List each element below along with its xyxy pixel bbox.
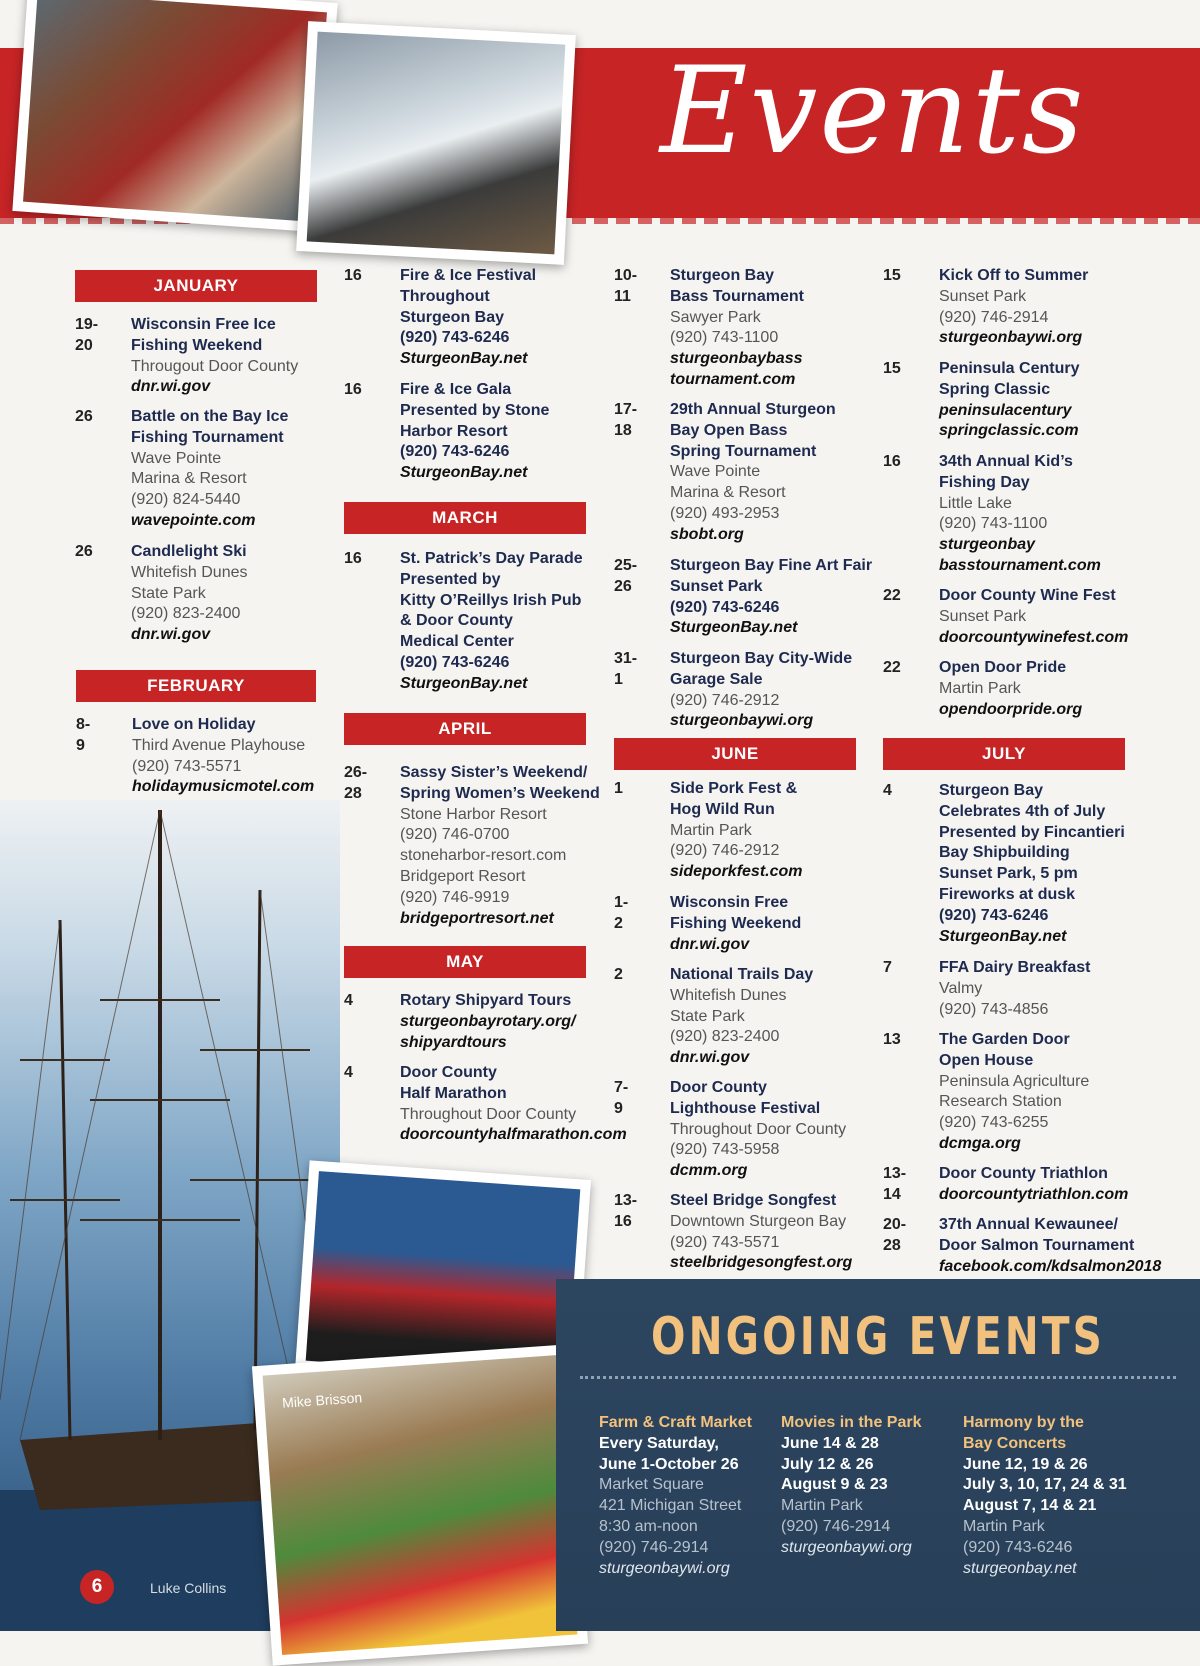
event-phone: (920) 746-0700 bbox=[400, 826, 510, 844]
event-title: Fire & Ice Gala bbox=[400, 381, 512, 398]
event-website[interactable]: SturgeonBay.net bbox=[400, 464, 528, 482]
event-date: 20-28 bbox=[883, 1216, 907, 1254]
event-date: 4 bbox=[883, 782, 892, 799]
event-phone: (920) 743-5958 bbox=[670, 1141, 780, 1159]
event-website[interactable]: sturgeonbaybass bbox=[670, 350, 803, 368]
event-date: 7 bbox=[883, 959, 892, 976]
event-location: Bridgeport Resort bbox=[400, 867, 526, 885]
event-title: Half Marathon bbox=[400, 1084, 507, 1102]
event-title: Garage Sale bbox=[670, 670, 763, 688]
event-date: 4 bbox=[344, 992, 353, 1009]
event-phone: (920) 823-2400 bbox=[670, 1028, 780, 1046]
ongoing-events-title: ONGOING EVENTS bbox=[651, 1307, 1105, 1367]
event-website[interactable]: opendoorpride.org bbox=[939, 700, 1083, 718]
event-detail: (920) 743-6246 bbox=[400, 653, 510, 671]
event-website[interactable]: basstournament.com bbox=[939, 556, 1101, 574]
ongoing-event-title: Bay Concerts bbox=[963, 1434, 1067, 1452]
event-phone: (920) 824-5440 bbox=[131, 491, 241, 509]
month-header-july: JULY bbox=[883, 738, 1125, 770]
event-location: Downtown Sturgeon Bay bbox=[670, 1212, 847, 1230]
photo-credit-luke: Luke Collins bbox=[150, 1580, 227, 1596]
event-website[interactable]: SturgeonBay.net bbox=[400, 350, 528, 368]
event-title: Kick Off to Summer bbox=[939, 267, 1089, 284]
ongoing-event-website[interactable]: sturgeonbaywi.org bbox=[781, 1538, 912, 1556]
event-location: Througout Door County bbox=[131, 357, 299, 375]
ongoing-events-panel bbox=[556, 1279, 1200, 1631]
event-title: Rotary Shipyard Tours bbox=[400, 992, 572, 1009]
event-website[interactable]: facebook.com/kdsalmon2018 bbox=[939, 1257, 1162, 1275]
event-website[interactable]: SturgeonBay.net bbox=[939, 927, 1067, 945]
month-header-january: JANUARY bbox=[75, 270, 317, 302]
event-date: 16 bbox=[344, 381, 362, 398]
ongoing-event-title: Farm & Craft Market bbox=[599, 1414, 752, 1431]
event-date: 22 bbox=[883, 659, 901, 676]
event-website[interactable]: dnr.wi.gov bbox=[670, 935, 750, 953]
event-detail: Throughout bbox=[400, 287, 490, 305]
event-title: Sturgeon Bay City-Wide bbox=[670, 650, 853, 667]
event-phone: (920) 746-2912 bbox=[670, 691, 780, 709]
ongoing-event-dates: June 12, 19 & 26 bbox=[963, 1455, 1088, 1473]
event-location: Peninsula Agriculture bbox=[939, 1072, 1090, 1090]
event-date: 1-2 bbox=[614, 894, 629, 932]
event-website[interactable]: sturgeonbay bbox=[939, 536, 1036, 554]
event-location: Marina & Resort bbox=[670, 484, 786, 502]
event-date: 22 bbox=[883, 587, 901, 604]
event-website[interactable]: dcmga.org bbox=[939, 1134, 1021, 1152]
event-title: Sturgeon Bay bbox=[939, 782, 1044, 799]
event-date: 10-11 bbox=[614, 267, 638, 305]
event-website[interactable]: sturgeonbaywi.org bbox=[939, 329, 1083, 347]
event-title: Love on Holiday bbox=[132, 716, 256, 733]
event-date: 13 bbox=[883, 1031, 901, 1048]
event-phone: (920) 493-2953 bbox=[670, 504, 780, 522]
event-website[interactable]: sturgeonbayrotary.org/ bbox=[400, 1012, 576, 1030]
event-detail: (920) 743-6246 bbox=[400, 329, 510, 347]
event-detail: Sunset Park, 5 pm bbox=[939, 865, 1078, 883]
event-location: Stone Harbor Resort bbox=[400, 805, 547, 823]
event-website[interactable]: bridgeportresort.net bbox=[400, 909, 554, 927]
event-date: 16 bbox=[883, 453, 901, 470]
event-date: 7-9 bbox=[614, 1079, 629, 1117]
event-title: Sturgeon Bay Fine Art Fair bbox=[670, 557, 873, 574]
event-location: State Park bbox=[131, 584, 206, 602]
event-location: Third Avenue Playhouse bbox=[132, 736, 306, 754]
event-title: Spring Classic bbox=[939, 380, 1051, 398]
ongoing-event-detail: 421 Michigan Street bbox=[599, 1497, 742, 1515]
event-phone: (920) 746-2912 bbox=[670, 842, 780, 860]
month-header-may: MAY bbox=[344, 946, 586, 978]
event-detail: Bay Shipbuilding bbox=[939, 844, 1070, 862]
event-phone: (920) 743-5571 bbox=[670, 1233, 780, 1251]
event-date: 15 bbox=[883, 267, 901, 284]
event-date: 15 bbox=[883, 360, 901, 377]
ongoing-event-title: Harmony by the bbox=[963, 1414, 1084, 1431]
event-date: 31-1 bbox=[614, 650, 638, 688]
event-title: 34th Annual Kid’s bbox=[939, 453, 1073, 470]
event-location: Sunset Park bbox=[939, 287, 1027, 305]
event-website[interactable]: doorcountyhalfmarathon.com bbox=[400, 1126, 627, 1144]
event-title: Open Door Pride bbox=[939, 659, 1067, 676]
event-date: 26 bbox=[75, 408, 93, 425]
event-website[interactable]: dcmm.org bbox=[670, 1162, 748, 1180]
event-title: Fishing Tournament bbox=[131, 428, 284, 446]
event-location: Whitefish Dunes bbox=[670, 986, 787, 1004]
event-location: Marina & Resort bbox=[131, 470, 247, 488]
event-title: The Garden Door bbox=[939, 1031, 1070, 1048]
ongoing-event-detail: Martin Park bbox=[781, 1497, 863, 1515]
event-detail: Medical Center bbox=[400, 633, 514, 651]
event-date: 1 bbox=[614, 780, 623, 797]
month-header-june: JUNE bbox=[614, 738, 856, 770]
event-website[interactable]: shipyardtours bbox=[400, 1033, 507, 1051]
event-title: Spring Tournament bbox=[670, 442, 817, 460]
event-phone: (920) 746-9919 bbox=[400, 888, 510, 906]
event-title: Door Salmon Tournament bbox=[939, 1236, 1135, 1254]
event-location: Martin Park bbox=[670, 821, 752, 839]
event-website[interactable]: steelbridgesongfest.org bbox=[670, 1254, 853, 1272]
event-detail: Celebrates 4th of July bbox=[939, 802, 1106, 820]
event-website[interactable]: sbobt.org bbox=[670, 525, 744, 543]
event-location: Wave Pointe bbox=[670, 463, 761, 481]
event-location: Little Lake bbox=[939, 494, 1012, 512]
ongoing-event-dates: July 3, 10, 17, 24 & 31 bbox=[963, 1476, 1127, 1494]
event-title: Hog Wild Run bbox=[670, 800, 775, 818]
event-date: 8-9 bbox=[76, 716, 91, 754]
event-title: Wisconsin Free bbox=[670, 894, 789, 911]
event-location: Research Station bbox=[939, 1093, 1062, 1111]
page-number: 6 bbox=[80, 1570, 114, 1604]
event-detail: Sunset Park bbox=[670, 577, 763, 595]
ongoing-event-detail: Martin Park bbox=[963, 1517, 1045, 1535]
month-header-april: APRIL bbox=[344, 713, 586, 745]
event-detail: Kitty O’Reillys Irish Pub bbox=[400, 591, 582, 609]
event-title: Wisconsin Free Ice bbox=[131, 316, 276, 333]
event-phone: (920) 823-2400 bbox=[131, 605, 241, 623]
event-phone: (920) 743-4856 bbox=[939, 1000, 1049, 1018]
month-header-march: MARCH bbox=[344, 502, 586, 534]
event-location: Wave Pointe bbox=[131, 449, 222, 467]
event-date: 16 bbox=[344, 267, 362, 284]
event-title: Steel Bridge Songfest bbox=[670, 1192, 837, 1209]
event-title: FFA Dairy Breakfast bbox=[939, 959, 1091, 976]
ongoing-event-website[interactable]: sturgeonbay.net bbox=[963, 1559, 1077, 1577]
event-date: 26-28 bbox=[344, 764, 368, 802]
event-title: Fishing Weekend bbox=[670, 914, 802, 932]
event-location: Throughout Door County bbox=[670, 1120, 847, 1138]
page-title: Events bbox=[660, 42, 1086, 181]
event-title: National Trails Day bbox=[670, 966, 814, 983]
event-date: 19-20 bbox=[75, 316, 99, 354]
photo-credit-mike: Mike Brisson bbox=[281, 1389, 363, 1411]
event-title: Sturgeon Bay bbox=[670, 267, 775, 284]
event-website[interactable]: doorcountytriathlon.com bbox=[939, 1185, 1129, 1203]
ongoing-event-dates: June 14 & 28 bbox=[781, 1434, 879, 1452]
event-website[interactable]: springclassic.com bbox=[939, 422, 1079, 440]
event-date: 13-14 bbox=[883, 1165, 907, 1203]
event-title: Battle on the Bay Ice bbox=[131, 408, 289, 425]
event-website[interactable]: wavepointe.com bbox=[131, 511, 256, 529]
event-location: stoneharbor-resort.com bbox=[400, 847, 567, 865]
event-phone: (920) 746-2914 bbox=[939, 308, 1049, 326]
event-detail: (920) 743-6246 bbox=[400, 443, 510, 461]
event-location: Throughout Door County bbox=[400, 1105, 577, 1123]
event-title: Door County Wine Fest bbox=[939, 587, 1116, 604]
event-date: 16 bbox=[344, 550, 362, 567]
ongoing-event-detail: (920) 746-2914 bbox=[599, 1538, 709, 1556]
event-detail: Presented by bbox=[400, 570, 501, 588]
month-header-february: FEBRUARY bbox=[76, 670, 316, 702]
event-website[interactable]: sturgeonbaywi.org bbox=[670, 712, 814, 730]
event-phone: (920) 743-1100 bbox=[670, 329, 779, 347]
event-website[interactable]: tournament.com bbox=[670, 370, 796, 388]
event-location: Valmy bbox=[939, 979, 983, 997]
event-detail: (920) 743-6246 bbox=[939, 906, 1049, 924]
event-website[interactable]: dnr.wi.gov bbox=[670, 1049, 750, 1067]
event-title: St. Patrick’s Day Parade bbox=[400, 550, 583, 567]
event-location: Whitefish Dunes bbox=[131, 563, 248, 581]
ongoing-event-dates: August 7, 14 & 21 bbox=[963, 1497, 1097, 1515]
event-title: Door County bbox=[400, 1064, 497, 1081]
event-website[interactable]: SturgeonBay.net bbox=[400, 674, 528, 692]
event-title: Fire & Ice Festival bbox=[400, 267, 537, 284]
ongoing-event-dates: June 1-October 26 bbox=[599, 1455, 739, 1473]
event-title: Sassy Sister’s Weekend/ bbox=[400, 764, 588, 781]
ongoing-event-dates: July 12 & 26 bbox=[781, 1455, 874, 1473]
event-title: 29th Annual Sturgeon bbox=[670, 401, 836, 418]
event-website[interactable]: SturgeonBay.net bbox=[670, 619, 798, 637]
ongoing-event-dates: Every Saturday, bbox=[599, 1434, 719, 1452]
event-date: 25-26 bbox=[614, 557, 638, 595]
event-title: Door County bbox=[670, 1079, 767, 1096]
event-title: Door County Triathlon bbox=[939, 1165, 1108, 1182]
ongoing-event-dates: August 9 & 23 bbox=[781, 1476, 888, 1494]
event-detail: & Door County bbox=[400, 612, 513, 630]
event-date: 4 bbox=[344, 1064, 353, 1081]
event-location: State Park bbox=[670, 1007, 745, 1025]
ongoing-event-detail: Market Square bbox=[599, 1476, 704, 1494]
event-title: Open House bbox=[939, 1051, 1034, 1069]
event-title: Side Pork Fest & bbox=[670, 780, 798, 797]
event-phone: (920) 743-5571 bbox=[132, 757, 242, 775]
event-title: Spring Women’s Weekend bbox=[400, 784, 600, 802]
event-detail: Sturgeon Bay bbox=[400, 308, 505, 326]
ongoing-event-detail: (920) 743-6246 bbox=[963, 1538, 1073, 1556]
ongoing-event-website[interactable]: sturgeonbaywi.org bbox=[599, 1559, 730, 1577]
event-detail: Presented by Fincantieri bbox=[939, 823, 1125, 841]
event-title: Bay Open Bass bbox=[670, 421, 788, 439]
event-phone: (920) 743-6255 bbox=[939, 1114, 1049, 1132]
event-phone: (920) 743-1100 bbox=[939, 515, 1048, 533]
event-website[interactable]: doorcountywinefest.com bbox=[939, 628, 1129, 646]
ongoing-event-title: Movies in the Park bbox=[781, 1414, 922, 1431]
event-title: Lighthouse Festival bbox=[670, 1099, 821, 1117]
event-detail: Harbor Resort bbox=[400, 422, 508, 440]
ongoing-event bbox=[781, 1413, 961, 1559]
event-location: Sunset Park bbox=[939, 607, 1027, 625]
event-detail: (920) 743-6246 bbox=[670, 598, 780, 616]
event-title: Bass Tournament bbox=[670, 287, 804, 305]
event-website[interactable]: holidaymusicmotel.com bbox=[132, 778, 315, 796]
event-date: 17-18 bbox=[614, 401, 638, 439]
event-detail: Fireworks at dusk bbox=[939, 885, 1076, 903]
photo-santa bbox=[12, 0, 337, 233]
event-date: 2 bbox=[614, 966, 623, 983]
divider bbox=[580, 1376, 1176, 1379]
event-title: 37th Annual Kewaunee/ bbox=[939, 1216, 1118, 1233]
event-date: 13-16 bbox=[614, 1192, 638, 1230]
ongoing-event-detail: (920) 746-2914 bbox=[781, 1517, 891, 1535]
event-location: Martin Park bbox=[939, 679, 1021, 697]
event-website[interactable]: dnr.wi.gov bbox=[131, 378, 211, 396]
ongoing-event bbox=[599, 1413, 779, 1579]
event-detail: Presented by Stone bbox=[400, 401, 550, 419]
event-title: Fishing Weekend bbox=[131, 336, 263, 354]
ongoing-event-detail: 8:30 am-noon bbox=[599, 1517, 698, 1535]
event-date: 26 bbox=[75, 543, 93, 560]
event-location: Sawyer Park bbox=[670, 308, 761, 326]
event-title: Peninsula Century bbox=[939, 360, 1080, 377]
event-title: Candlelight Ski bbox=[131, 543, 247, 560]
photo-ice-sculpture bbox=[296, 21, 576, 265]
event-title: Fishing Day bbox=[939, 473, 1030, 491]
ongoing-event bbox=[963, 1413, 1173, 1579]
event-website[interactable]: peninsulacentury bbox=[939, 401, 1072, 419]
event-website[interactable]: dnr.wi.gov bbox=[131, 626, 211, 644]
event-website[interactable]: sideporkfest.com bbox=[670, 863, 803, 881]
